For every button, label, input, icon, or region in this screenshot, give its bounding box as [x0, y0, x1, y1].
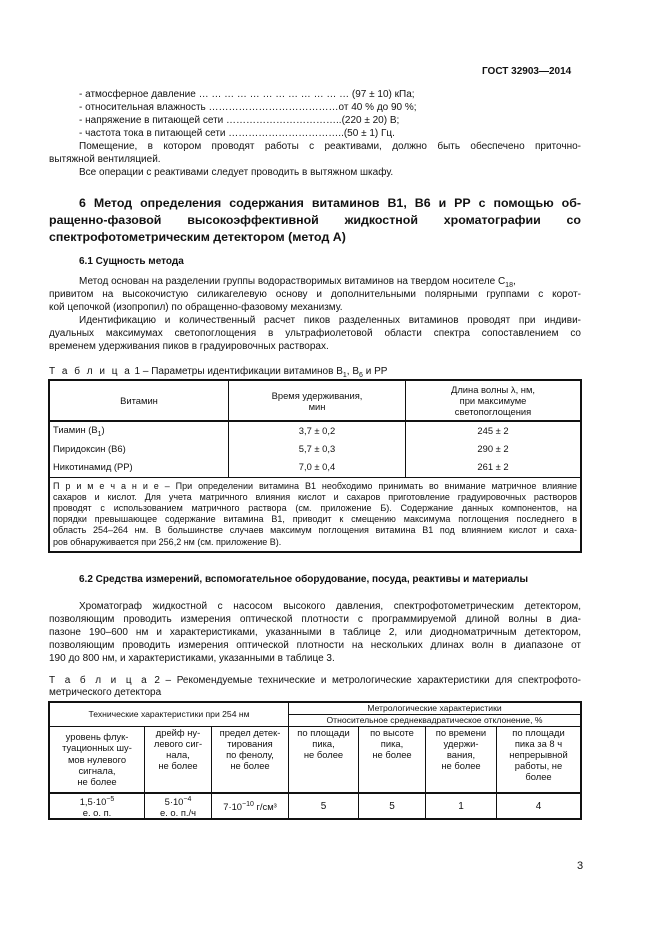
table1-note [49, 477, 581, 552]
condition-humidity: - относительная влажность …………………………………от 40 % до 90 %; [79, 102, 417, 113]
section6-title-line1: 6 Метод определения содержания витаминов В1, В6 и РР с помощью об- [79, 196, 581, 210]
table2-value-peak-area: 5 [289, 793, 359, 819]
table1-cell-vitamin: Тиамин $(В_1)$ [49, 421, 229, 439]
table2-header-row [49, 726, 581, 793]
table1-header-row [49, 380, 581, 421]
note-line: сахаров и кислот. Для учета матричного влияния кислот и сахаров приготовление градуировочных растворов [53, 491, 577, 502]
table1-header-retention: Время удерживания, мин [229, 380, 406, 421]
table1-cell-vitamin: Никотинамид (РР) [49, 457, 229, 477]
s62-line1: Хроматограф жидкостной с насосом высокого давления, спектрофотометрическим детектором, [79, 601, 581, 612]
table2-value-peak-height: 5 [359, 793, 426, 819]
document-code: ГОСТ 32903—2014 [482, 66, 572, 77]
section6-title-line2: ращенно-фазовой высокоэффективной жидкостной хроматографии со [49, 213, 581, 227]
paragraph-room-line1: Помещение, в котором проводят работы с реактивами, должно быть обеспечено приточно- [79, 141, 581, 152]
table2-header-drift: дрейф ну- левого сиг- нала, не более [145, 726, 212, 793]
table2-header-peak-area: по площади пика, не более [289, 726, 359, 793]
s62-line3: пазоне 190–600 нм и характеристиками, указанными в таблице 2, или диодноматричным детектором, [49, 627, 581, 638]
s62-line5: 190 до 800 нм, и характеристиками, указанными в таблице 3. [49, 653, 335, 664]
table2-caption-line2: метрического детектора [49, 687, 162, 698]
s61-p1-line2: привитом на высокочистую силикагелевую основу и дополнительными полярными группами с корот- [49, 289, 581, 300]
table2-group-technical: Технические характеристики при 254 нм [49, 702, 289, 726]
table2-value-drift: $5\cdot 10^{-4}$ е. о. п./ч [145, 793, 212, 819]
table1-header-wavelength: Длина волны λ, нм, при максимуме светопоглощения [406, 380, 582, 421]
table1-cell-retention: 5,7 ± 0,3 [229, 439, 406, 457]
table2-header-noise: уровень флук- туационных шу- мов нулевого сигнала, не более [49, 726, 145, 793]
table-row [49, 793, 581, 819]
condition-pressure: - атмосферное давление … … … … … … … … … … … … (97 ± 10) кПа; [79, 89, 415, 100]
table1 [48, 379, 582, 553]
table1-cell-wavelength: 261 ± 2 [406, 457, 582, 477]
s61-p2-line2: дуальных максимумах светопоглощения в ультрафиолетовой области спектра сопоставлением со [49, 328, 581, 339]
s61-p1-line3: кой цепочкой (изопропил) по обращенно-фазовому механизму. [49, 302, 343, 313]
table1-cell-wavelength: 290 ± 2 [406, 439, 582, 457]
table1-caption: Т а б л и ц а 1 – Параметры идентификации витаминов $В_1$, $В_6$ и РР [49, 366, 388, 379]
section61-title: 6.1 Сущность метода [79, 256, 184, 267]
note-line: ров обнаруживается при 256,2 нм (см. приложение В). [53, 536, 282, 547]
table2-header-peak-height: по высоте пика, не более [359, 726, 426, 793]
table1-header-vitamin: Витамин [49, 380, 229, 421]
note-line: проводят с использованием матричного раствора (см. приложение Б). Содержание данных компонентов, на [53, 502, 577, 513]
table2-caption-line1: Т а б л и ц а 2 – Рекомендуемые технические и метрологические характеристики для спектрофото- [49, 675, 581, 686]
table2-value-noise: $1,5\cdot 10^{-5}$ е. о. п. [49, 793, 145, 819]
note-line: порядки превышающее содержание витамина В1, приводит к смещению максимума поглощения последнего в [53, 514, 577, 525]
table2-value-peak-area-8h: 4 [497, 793, 582, 819]
table2-header-peak-area-8h: по площади пика за 8 ч непрерывной работы, не более [497, 726, 582, 793]
table1-cell-retention: 7,0 ± 0,4 [229, 457, 406, 477]
s62-line2: позволяющим проводить измерения оптической плотности с программируемой длиной волны в диа- [49, 614, 581, 625]
table1-cell-retention: 3,7 ± 0,2 [229, 421, 406, 439]
table2-header-retention-time: по времени удержи- вания, не более [426, 726, 497, 793]
section62-title: 6.2 Средства измерений, вспомогательное оборудование, посуда, реактивы и материалы [79, 574, 529, 585]
table2-value-retention-time: 1 [426, 793, 497, 819]
s62-line4: позволяющим проводить измерения оптической плотности на нескольких длинах волн в диапазоне от [49, 640, 581, 651]
table2-subgroup-rsd: Относительное среднеквадратическое отклонение, % [289, 714, 582, 726]
section6-title-line3: спектрофотометрическим детектором (метод А) [49, 230, 346, 244]
paragraph-hood: Все операции с реактивами следует проводить в вытяжном шкафу. [79, 167, 394, 178]
s61-p1-line1: Метод основан на разделении группы водорастворимых витаминов на твердом носителе $С_{18}$, [79, 276, 516, 289]
table1-cell-wavelength: 245 ± 2 [406, 421, 582, 439]
condition-frequency: - частота тока в питающей сети ……………………………..(50 ± 1) Гц. [79, 128, 395, 139]
table2-value-detection-limit: $7\cdot 10^{-10}$ г/см³ [212, 793, 289, 819]
page-number: 3 [577, 860, 584, 872]
s61-p2-line1: Идентификацию и количественный расчет пиков разделенных витаминов проводят при индиви- [79, 315, 581, 326]
table2-header-detection-limit: предел детек- тирования по фенолу, не более [212, 726, 289, 793]
table2 [48, 701, 582, 820]
note-line: П р и м е ч а н и е – При определении витамина В1 необходимо принимать во внимание матричное влияние [53, 480, 577, 491]
table-row [49, 439, 581, 457]
table-row [49, 421, 581, 439]
table1-note-row [49, 477, 581, 552]
s61-p2-line3: временем удерживания пиков в градуировочных растворах. [49, 341, 329, 352]
condition-voltage: - напряжение в питающей сети ……………………………..(220 ± 20) В; [79, 115, 400, 126]
table2-group-metrological: Метрологические характеристики [289, 702, 582, 714]
table1-cell-vitamin: Пиридоксин (В6) [49, 439, 229, 457]
table-row [49, 457, 581, 477]
table2-group-row [49, 702, 581, 714]
paragraph-room-line2: вытяжной вентиляцией. [49, 154, 161, 165]
note-line: область 254–264 нм. В большинстве случаев максимум поглощения витамина В1 под влиянием кислот и саха- [53, 525, 577, 536]
